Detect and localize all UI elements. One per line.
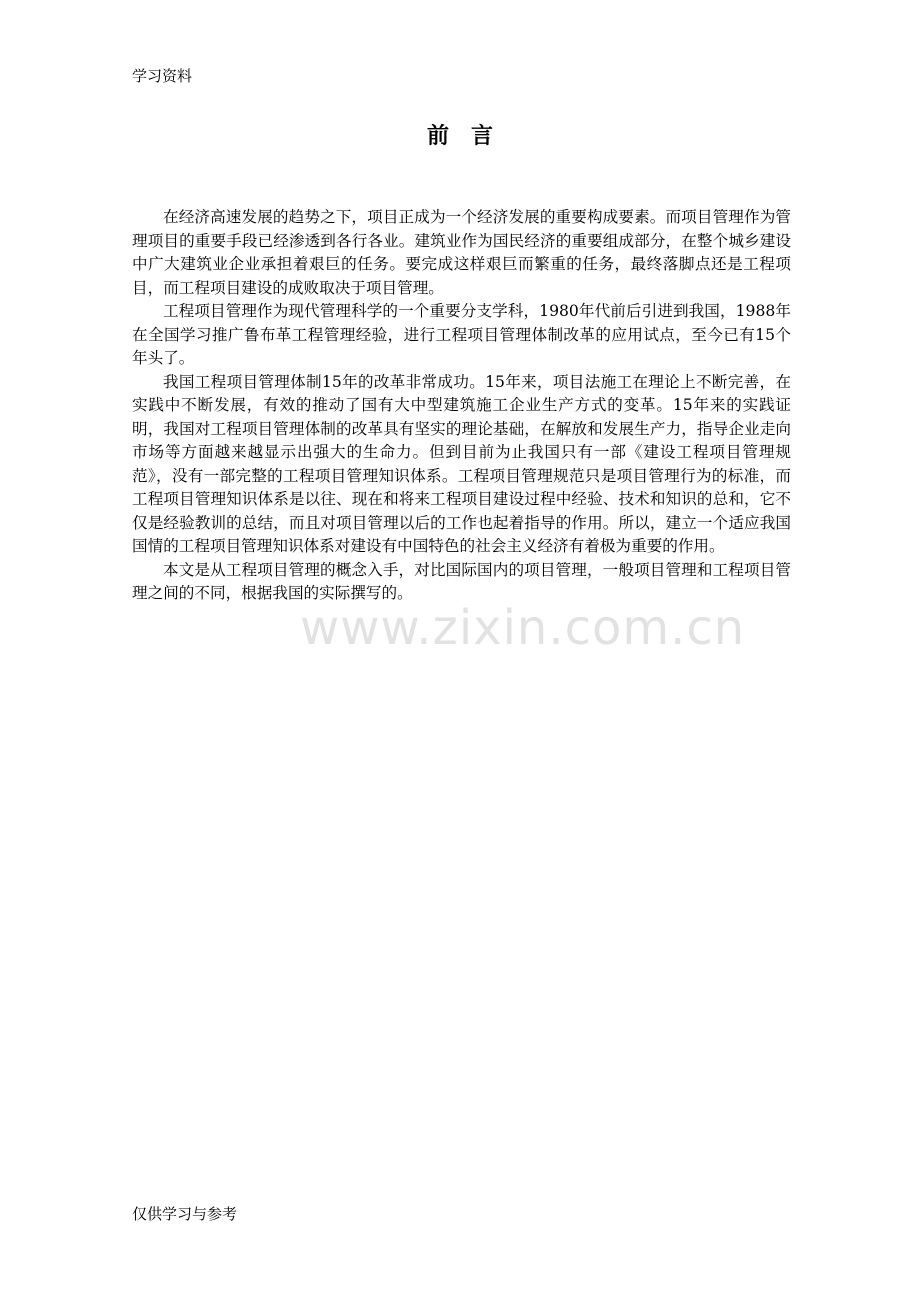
paragraph-4: 本文是从工程项目管理的概念入手，对比国际国内的项目管理，一般项目管理和工程项目管理之间的不同，根据我国的实际撰写的。 <box>132 560 791 602</box>
paragraph-1: 在经济高速发展的趋势之下，项目正成为一个经济发展的重要构成要素。而项目管理作为管理项目的重要手段已经渗透到各行各业。建筑业作为国民经济的重要组成部分，在整个城乡建设中广大建筑业企业承担着艰巨的任务。要完成这样艰巨而繁重的任务，最终落脚点还是工程项目，而工程项目建设的成败取决于项目管理。 <box>132 208 791 297</box>
body-text <box>132 206 791 606</box>
paragraph-2: 工程项目管理作为现代管理科学的一个重要分支学科，1980年代前后引进到我国，1988年在全国学习推广鲁布革工程管理经验，进行工程项目管理体制改革的应用试点，至今已有15个年头了。 <box>132 302 791 367</box>
page-title: 前言 <box>426 124 515 149</box>
footer-note: 仅供学习与参考 <box>132 1205 238 1223</box>
header-note: 学习资料 <box>132 67 193 85</box>
watermark: www.zixin.com.cn <box>300 600 746 656</box>
paragraph-3: 我国工程项目管理体制15年的改革非常成功。15年来，项目法施工在理论上不断完善，在实践中不断发展，有效的推动了国有大中型建筑施工企业生产方式的变革。15年来的实践证明，我国对工程项目管理体制的改革具有坚实的理论基础，在解放和发展生产力，指导企业走向市场等方面越来越显示出强大的生命力。但到目前为止我国只有一部《建设工程项目管理规范》，没有一部完整的工程项目管理知识体系。工程项目管理规范只是项目管理行为的标准，而工程项目管理知识体系是以往、现在和将来工程项目建设过程中经验、技术和知识的总和，它不仅是经验教训的总结，而且对项目管理以后的工作也起着指导的作用。所以，建立一个适应我国国情的工程项目管理知识体系对建设有中国特色的社会主义经济有着极为重要的作用。 <box>132 372 791 555</box>
